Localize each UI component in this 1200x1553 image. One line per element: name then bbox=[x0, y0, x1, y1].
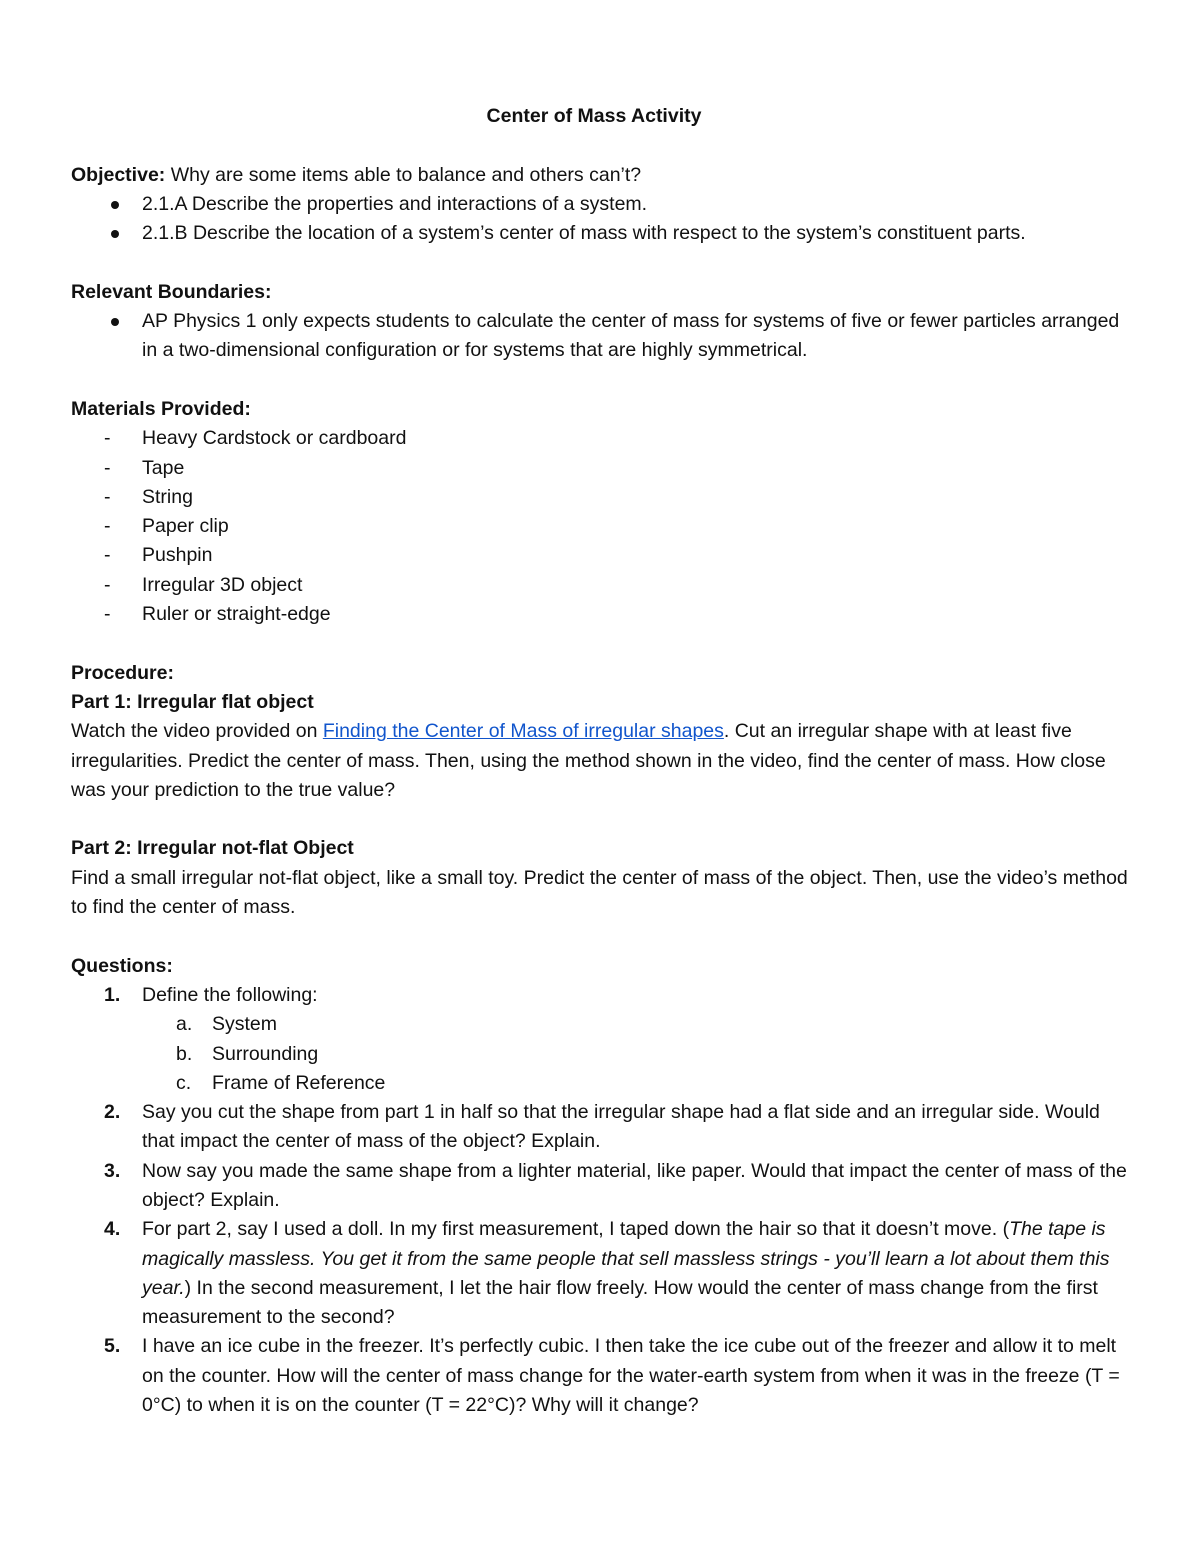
question-item: 1. Define the following: a. System b. Surrounding c. Frame of Reference bbox=[71, 981, 1131, 1098]
materials-heading: Materials Provided: bbox=[71, 397, 251, 420]
part1-title: Part 1: Irregular flat object bbox=[71, 690, 314, 713]
dash-marker: - bbox=[104, 573, 111, 596]
define-item: a. System bbox=[176, 1013, 278, 1036]
bullet-icon bbox=[111, 230, 119, 238]
objective-item: 2.1.B Describe the location of a system’s center of mass with respect to the system’s constituent parts. bbox=[71, 219, 1131, 248]
questions-list bbox=[71, 981, 1131, 1420]
question-item: 2. Say you cut the shape from part 1 in half so that the irregular shape had a flat side and an irregular side. Would that impact the center of mass of the object? Explain. bbox=[71, 1098, 1131, 1157]
materials-item: - Pushpin bbox=[71, 541, 1131, 570]
dash-marker: - bbox=[104, 456, 111, 479]
materials-list bbox=[71, 424, 1131, 629]
question-number: 1. bbox=[104, 983, 121, 1006]
question-item: 4. For part 2, say I used a doll. In my first measurement, I taped down the hair so that it doesn’t move. (The tape is magically massless. You get it from the same people that sell massless strings - you’ll learn a lot about them this year.) In the second measurement, I let the hair flow freely. How would the center of mass change from the first measurement to the second? bbox=[71, 1215, 1131, 1332]
boundaries-list bbox=[71, 307, 1131, 366]
question-item: 3. Now say you made the same shape from a lighter material, like paper. Would that impact the center of mass of the object? Explain. bbox=[71, 1157, 1131, 1216]
define-item: c. Frame of Reference bbox=[176, 1071, 386, 1094]
boundaries-item: AP Physics 1 only expects students to calculate the center of mass for systems of five or fewer particles arranged in a two-dimensional configuration or for systems that are highly symmetrical. bbox=[71, 307, 1131, 366]
page-title: Center of Mass Activity bbox=[486, 105, 702, 127]
question-number: 4. bbox=[104, 1218, 121, 1241]
bullet-icon bbox=[111, 201, 119, 209]
materials-item: - Ruler or straight-edge bbox=[71, 600, 1131, 629]
question-number: 5. bbox=[104, 1335, 121, 1358]
materials-item: - Tape bbox=[71, 454, 1131, 483]
materials-item: - Irregular 3D object bbox=[71, 571, 1131, 600]
questions-heading: Questions: bbox=[71, 954, 173, 977]
objective-line bbox=[71, 161, 1131, 190]
materials-item: - String bbox=[71, 483, 1131, 512]
dash-marker: - bbox=[104, 603, 111, 626]
objective-text: Why are some items able to balance and others can’t? bbox=[165, 163, 642, 186]
objective-item: 2.1.A Describe the properties and interactions of a system. bbox=[71, 190, 1131, 219]
video-link[interactable]: Finding the Center of Mass of irregular shapes bbox=[322, 720, 724, 743]
question-number: 2. bbox=[104, 1101, 121, 1124]
objective-list bbox=[71, 190, 1131, 249]
dash-marker: - bbox=[104, 515, 111, 538]
define-list bbox=[142, 1010, 1131, 1098]
question-number: 3. bbox=[104, 1159, 121, 1182]
objective-label: Objective: bbox=[71, 163, 166, 186]
dash-marker: - bbox=[104, 544, 111, 567]
bullet-icon bbox=[111, 318, 119, 326]
dash-marker: - bbox=[104, 427, 111, 450]
part1-text: Watch the video provided on Finding the Center of Mass of irregular shapes. Cut an irregular shape with at least five irregularities. Predict the center of mass. Then, using the method shown in the video, find the center of mass. How close was your prediction to the true value? bbox=[71, 720, 1106, 801]
boundaries-heading: Relevant Boundaries: bbox=[71, 280, 272, 303]
materials-item: - Heavy Cardstock or cardboard bbox=[71, 424, 1131, 453]
dash-marker: - bbox=[104, 485, 111, 508]
part2-text: Find a small irregular not-flat object, like a small toy. Predict the center of mass of the object. Then, use the video’s method to find the center of mass. bbox=[71, 866, 1128, 919]
question-item: 5. I have an ice cube in the freezer. It’s perfectly cubic. I then take the ice cube out of the freezer and allow it to melt on the counter. How will the center of mass change for the water-earth system from when it was in the freeze (T = 0°C) to when it is on the counter (T = 22°C)? Why will it change? bbox=[71, 1332, 1131, 1420]
define-item: b. Surrounding bbox=[176, 1042, 319, 1065]
procedure-heading: Procedure: bbox=[71, 661, 174, 684]
materials-item: - Paper clip bbox=[71, 512, 1131, 541]
document-body bbox=[71, 102, 1131, 1420]
part2-title: Part 2: Irregular not-flat Object bbox=[71, 837, 354, 860]
